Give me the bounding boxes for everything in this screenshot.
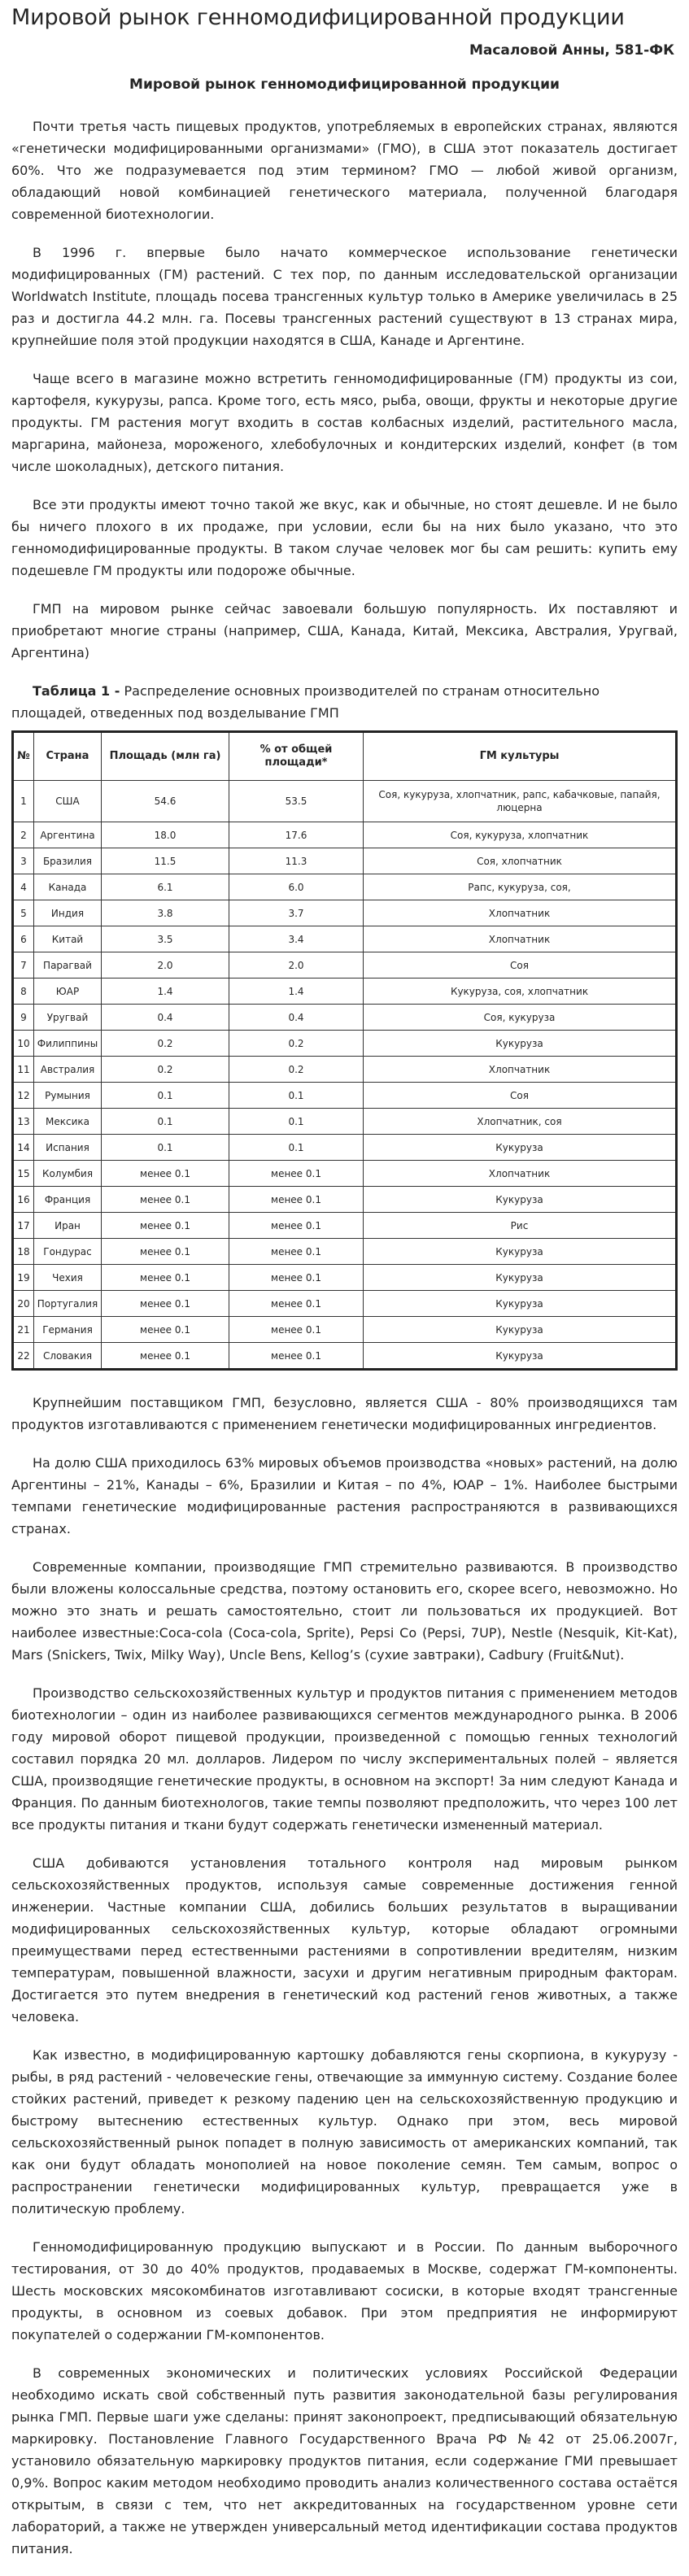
cell-num: 3 — [13, 848, 34, 874]
cell-num: 7 — [13, 952, 34, 979]
cell-country: Китай — [34, 926, 102, 952]
cell-country: США — [34, 781, 102, 822]
cell-crops: Соя, кукуруза, хлопчатник, рапс, кабачковые, папайя, люцерна — [364, 781, 677, 822]
cell-share: 0.1 — [229, 1083, 364, 1109]
cell-crops: Кукуруза — [364, 1239, 677, 1265]
document-subtitle: Мировой рынок генномодифицированной продукции — [129, 76, 560, 93]
cell-share: менее 0.1 — [229, 1317, 364, 1343]
cell-area: 0.2 — [102, 1057, 229, 1083]
cell-country: Канада — [34, 874, 102, 900]
cell-crops: Хлопчатник — [364, 926, 677, 952]
cell-area: менее 0.1 — [102, 1343, 229, 1370]
cell-area: менее 0.1 — [102, 1265, 229, 1291]
cell-area: 11.5 — [102, 848, 229, 874]
cell-area: 2.0 — [102, 952, 229, 979]
cell-country: Мексика — [34, 1109, 102, 1135]
cell-country: Колумбия — [34, 1161, 102, 1187]
header-crops: ГМ культуры — [364, 732, 677, 781]
cell-num: 12 — [13, 1083, 34, 1109]
cell-num: 10 — [13, 1031, 34, 1057]
cell-crops: Соя, кукуруза, хлопчатник — [364, 822, 677, 848]
cell-num: 19 — [13, 1265, 34, 1291]
author-line: Масаловой Анны, 581-ФК — [469, 42, 674, 59]
cell-country: Португалия — [34, 1291, 102, 1317]
cell-share: 3.4 — [229, 926, 364, 952]
cell-crops: Кукуруза — [364, 1291, 677, 1317]
cell-country: Франция — [34, 1187, 102, 1213]
table-row — [13, 979, 677, 1005]
body-section — [11, 1392, 678, 2560]
paragraph: Производство сельскохозяйственных культур и продуктов питания с применением методов биотехнологии – один из наиболее развивающихся сегментов международного рынка. В 2006 году мировой оборот пищевой продукции, произведенной с помощью генных технологий составил порядка 20 мл. долларов. Лидером по числу экспериментальных полей – является США, производящие генетические продукты, в основном на экспорт! За ним следуют Канада и Франция. По данным биотехнологов, такие темпы позволяют предположить, что через 100 лет все продукты питания и ткани будут содержать генетически измененный материал. — [11, 1685, 678, 1833]
header-share: % от общей площади* — [229, 732, 364, 781]
cell-num: 13 — [13, 1109, 34, 1135]
paragraph: Современные компании, производящие ГМП стремительно развиваются. В производство были вложены колоссальные средства, поэтому остановить его, скорее всего, невозможно. Но можно это знать и решать самостоятельно, стоит ли пользоваться их продукцией. Вот наиболее известные:Coca-cola (Coca-cola, Sprite), Pepsi Co (Pepsi, 7UP), Nestle (Nesquik, Kit-Kat), Mars (Snickers, Twix, Milky Way), Uncle Bens, Kellog’s (сухие завтраки), Cadbury (Fruit&Nut). — [11, 1559, 678, 1663]
table-row — [13, 926, 677, 952]
cell-num: 17 — [13, 1213, 34, 1239]
cell-crops: Кукуруза — [364, 1317, 677, 1343]
cell-country: ЮАР — [34, 979, 102, 1005]
paragraph: Чаще всего в магазине можно встретить генномодифицированные (ГМ) продукты из сои, картофеля, кукурузы, рапса. Кроме того, есть мясо, рыба, овощи, фрукты и некоторые другие продукты. ГМ растения могут входить в состав колбасных изделий, растительного масла, маргарина, майонеза, мороженого, хлебобулочных и кондитерских изделий, конфет (в том числе шоколадных), детского питания. — [11, 371, 678, 474]
cell-share: менее 0.1 — [229, 1187, 364, 1213]
producers-table — [11, 730, 678, 1371]
paragraph: Генномодифицированную продукцию выпускают и в России. По данным выборочного тестирования, от 30 до 40% продуктов, продаваемых в Москве, содержат ГМ-компоненты. Шесть московских мясокомбинатов изготавливают сосиски, в которые входят трансгенные продукты, в основном из соевых добавок. При этом предприятия не информируют покупателей о содержании ГМ-компонентов. — [11, 2239, 678, 2343]
header-country: Страна — [34, 732, 102, 781]
paragraph: Как известно, в модифицированную картошку добавляются гены скорпиона, в кукурузу - рыбы, в ряд растений - человеческие гены, отвечающие за иммунную систему. Создание более стойких растений, приведет к резкому падению цен на сельскохозяйственную продукцию и быстрому вытеснению естественных культур. Однако при этом, весь мировой сельскохозяйственный рынок попадет в полную зависимость от американских компаний, так как они будут обладать монополией на новое поколение семян. Тем самым, вопрос о распространении генетически модифицированных культур, превращается уже в политическую проблему. — [11, 2047, 678, 2216]
table-row — [13, 1057, 677, 1083]
intro-section — [11, 116, 678, 664]
paragraph: Почти третья часть пищевых продуктов, употребляемых в европейских странах, являются «генетически модифицированными организмами» (ГМО), в США этот показатель достигает 60%. Что же подразумевается под этим термином? ГМО — любой живой организм, обладающий новой комбинацией генетического материала, полученной благодаря современной биотехнологии. — [11, 119, 678, 222]
cell-country: Парагвай — [34, 952, 102, 979]
cell-crops: Соя, кукуруза — [364, 1005, 677, 1031]
cell-area: 54.6 — [102, 781, 229, 822]
table-row — [13, 900, 677, 926]
cell-num: 5 — [13, 900, 34, 926]
cell-country: Испания — [34, 1135, 102, 1161]
cell-num: 14 — [13, 1135, 34, 1161]
cell-country: Аргентина — [34, 822, 102, 848]
cell-area: 0.2 — [102, 1031, 229, 1057]
cell-crops: Хлопчатник — [364, 1057, 677, 1083]
cell-num: 2 — [13, 822, 34, 848]
cell-crops: Хлопчатник, соя — [364, 1109, 677, 1135]
cell-num: 1 — [13, 781, 34, 822]
table-caption-text: Распределение основных производителей по странам относительно площадей, отведенных под возделывание ГМП — [11, 683, 600, 721]
cell-crops: Соя — [364, 952, 677, 979]
cell-area: менее 0.1 — [102, 1239, 229, 1265]
cell-num: 22 — [13, 1343, 34, 1370]
cell-country: Бразилия — [34, 848, 102, 874]
table-row — [13, 952, 677, 979]
cell-share: 0.1 — [229, 1135, 364, 1161]
cell-area: менее 0.1 — [102, 1213, 229, 1239]
table-row — [13, 874, 677, 900]
cell-area: менее 0.1 — [102, 1187, 229, 1213]
cell-num: 15 — [13, 1161, 34, 1187]
cell-country: Словакия — [34, 1343, 102, 1370]
cell-share: менее 0.1 — [229, 1291, 364, 1317]
table-row — [13, 1031, 677, 1057]
cell-crops: Кукуруза, соя, хлопчатник — [364, 979, 677, 1005]
cell-num: 21 — [13, 1317, 34, 1343]
table-row — [13, 1135, 677, 1161]
table-row — [13, 1239, 677, 1265]
cell-crops: Кукуруза — [364, 1031, 677, 1057]
cell-area: 18.0 — [102, 822, 229, 848]
table-row — [13, 1109, 677, 1135]
table-row — [13, 848, 677, 874]
cell-num: 8 — [13, 979, 34, 1005]
cell-share: менее 0.1 — [229, 1239, 364, 1265]
cell-area: 1.4 — [102, 979, 229, 1005]
cell-country: Индия — [34, 900, 102, 926]
cell-num: 20 — [13, 1291, 34, 1317]
table-row — [13, 1265, 677, 1291]
paragraph: США добиваются установления тотального контроля над мировым рынком сельскохозяйственных продуктов, используя самые современные достижения генной инженерии. Частные компании США, добились больших результатов в выращивании модифицированных сельскохозяйственных культур, которые обладают огромными преимуществами перед естественными растениями в сопротивлении вредителям, низким температурам, повышенной влажности, засухи и другим негативным природным факторам. Достигается это путем внедрения в генетический код растений генов животных, а также человека. — [11, 1855, 678, 2025]
cell-country: Германия — [34, 1317, 102, 1343]
cell-country: Чехия — [34, 1265, 102, 1291]
cell-share: 0.4 — [229, 1005, 364, 1031]
cell-country: Филиппины — [34, 1031, 102, 1057]
page-title: Мировой рынок генномодифицированной продукции — [11, 5, 625, 30]
cell-crops: Кукуруза — [364, 1343, 677, 1370]
cell-share: 6.0 — [229, 874, 364, 900]
cell-share: менее 0.1 — [229, 1343, 364, 1370]
table-caption — [11, 680, 678, 724]
cell-share: 53.5 — [229, 781, 364, 822]
paragraph: В 1996 г. впервые было начато коммерческое использование генетически модифицированных (ГМ) растений. С тех пор, по данным исследовательской организации Worldwatch Institute, площадь посева трансгенных культур только в Америке увеличилась в 25 раз и достигла 44.2 млн. га. Посевы трансгенных растений существуют в 13 странах мира, крупнейшие поля этой продукции находятся в США, Канаде и Аргентине. — [11, 245, 678, 348]
cell-num: 11 — [13, 1057, 34, 1083]
table-row — [13, 781, 677, 822]
table-body — [13, 781, 677, 1370]
table-row — [13, 1317, 677, 1343]
cell-area: менее 0.1 — [102, 1291, 229, 1317]
table-row — [13, 822, 677, 848]
cell-crops: Кукуруза — [364, 1135, 677, 1161]
cell-num: 16 — [13, 1187, 34, 1213]
cell-share: 3.7 — [229, 900, 364, 926]
paragraph: В современных экономических и политических условиях Российской Федерации необходимо искать свой собственный путь развития законодательной базы регулирования рынка ГМП. Первые шаги уже сделаны: принят законопроект, предписывающий обязательную маркировку. Постановление Главного Государственного Врача РФ №42 от 25.06.2007г, установило обязательную маркировку продуктов питания, если содержание ГМИ превышает 0,9%. Вопрос каким методом необходимо проводить анализ количественного состава остаётся открытым, в связи с тем, что нет аккредитованных на государственном уровне сети лабораторий, а также не утвержден универсальный метод идентификации состава продуктов питания. — [11, 2365, 678, 2556]
paragraph: На долю США приходилось 63% мировых объемов производства «новых» растений, на долю Аргентины – 21%, Канады – 6%, Бразилии и Китая – по 4%, ЮАР – 1%. Наиболее быстрыми темпами генетические модифицированные растения распространяются в развивающихся странах. — [11, 1455, 678, 1536]
table-row — [13, 1343, 677, 1370]
cell-area: 6.1 — [102, 874, 229, 900]
cell-share: 0.2 — [229, 1057, 364, 1083]
cell-share: менее 0.1 — [229, 1265, 364, 1291]
cell-area: менее 0.1 — [102, 1317, 229, 1343]
cell-crops: Рапс, кукуруза, соя, — [364, 874, 677, 900]
cell-share: менее 0.1 — [229, 1161, 364, 1187]
cell-crops: Хлопчатник — [364, 900, 677, 926]
paragraph: ГМП на мировом рынке сейчас завоевали большую популярность. Их поставляют и приобретают многие страны (например, США, Канада, Китай, Мексика, Австралия, Уругвай, Аргентина) — [11, 601, 678, 660]
cell-area: 0.4 — [102, 1005, 229, 1031]
paragraph: Все эти продукты имеют точно такой же вкус, как и обычные, но стоят дешевле. И не было бы ничего плохого в их продаже, при условии, если бы на них было указано, что это генномодифицированные продукты. В таком случае человек мог бы сам решить: купить ему подешевле ГМ продукты или подороже обычные. — [11, 497, 678, 578]
cell-share: 11.3 — [229, 848, 364, 874]
cell-share: 0.1 — [229, 1109, 364, 1135]
cell-num: 4 — [13, 874, 34, 900]
cell-area: 0.1 — [102, 1083, 229, 1109]
table-row — [13, 1161, 677, 1187]
table-row — [13, 1291, 677, 1317]
table-row — [13, 1187, 677, 1213]
cell-num: 9 — [13, 1005, 34, 1031]
table-row — [13, 1213, 677, 1239]
cell-num: 6 — [13, 926, 34, 952]
cell-country: Румыния — [34, 1083, 102, 1109]
cell-country: Гондурас — [34, 1239, 102, 1265]
cell-country: Австралия — [34, 1057, 102, 1083]
cell-crops: Кукуруза — [364, 1265, 677, 1291]
cell-share: 2.0 — [229, 952, 364, 979]
cell-crops: Соя, хлопчатник — [364, 848, 677, 874]
cell-crops: Соя — [364, 1083, 677, 1109]
cell-area: менее 0.1 — [102, 1161, 229, 1187]
table-row — [13, 1083, 677, 1109]
cell-area: 0.1 — [102, 1109, 229, 1135]
table-header-row — [13, 732, 677, 781]
table-caption-label: Таблица 1 - — [33, 683, 120, 699]
cell-share: 1.4 — [229, 979, 364, 1005]
cell-area: 0.1 — [102, 1135, 229, 1161]
cell-area: 3.5 — [102, 926, 229, 952]
cell-area: 3.8 — [102, 900, 229, 926]
header-area: Площадь (млн га) — [102, 732, 229, 781]
cell-crops: Хлопчатник — [364, 1161, 677, 1187]
paragraph: Крупнейшим поставщиком ГМП, безусловно, является США - 80% производящихся там продуктов изготавливаются с применением генетически модифицированных ингредиентов. — [11, 1395, 678, 1432]
cell-num: 18 — [13, 1239, 34, 1265]
cell-country: Иран — [34, 1213, 102, 1239]
cell-share: менее 0.1 — [229, 1213, 364, 1239]
cell-share: 0.2 — [229, 1031, 364, 1057]
cell-crops: Рис — [364, 1213, 677, 1239]
cell-country: Уругвай — [34, 1005, 102, 1031]
header-num: № — [13, 732, 34, 781]
cell-crops: Кукуруза — [364, 1187, 677, 1213]
cell-share: 17.6 — [229, 822, 364, 848]
table-row — [13, 1005, 677, 1031]
